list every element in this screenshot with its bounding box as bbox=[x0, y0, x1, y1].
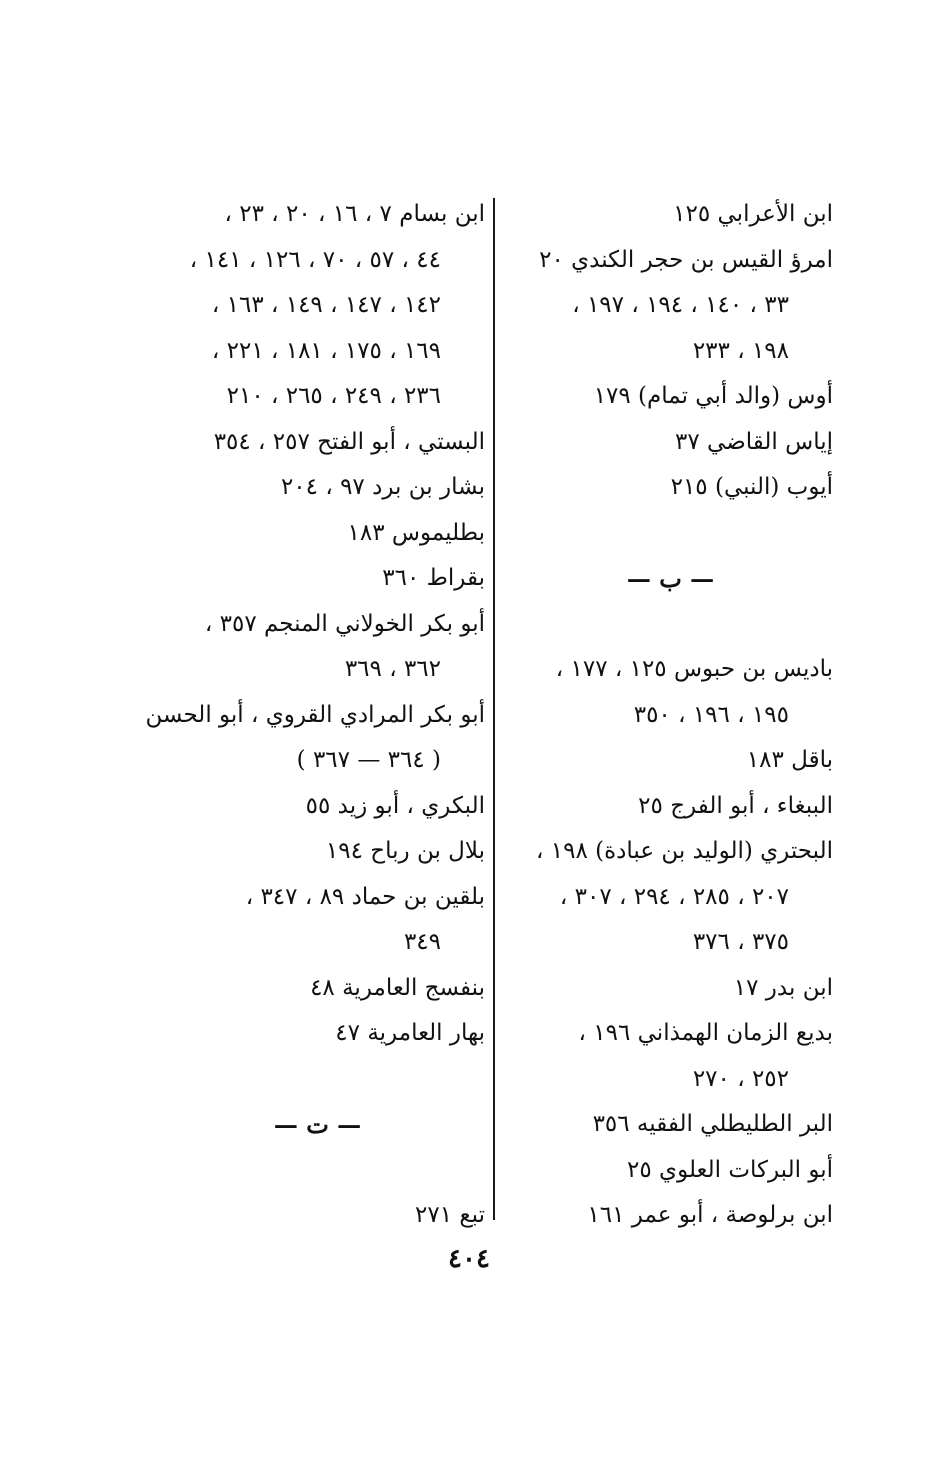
index-entry: تبع ٢٧١ bbox=[415, 1202, 485, 1228]
index-entry: باديس بن حبوس ١٢٥ ، ١٧٧ ، bbox=[555, 656, 833, 682]
index-column-right bbox=[508, 192, 833, 1239]
index-entry: بقراط ٣٦٠ bbox=[382, 565, 485, 591]
index-entry: البستي ، أبو الفتح ٢٥٧ ، ٣٥٤ bbox=[213, 428, 485, 455]
index-entry-continuation: ١٩٨ ، ٢٣٣ bbox=[692, 337, 789, 364]
index-entry: ابن برلوصة ، أبو عمر ١٦١ bbox=[587, 1202, 833, 1228]
letter-section-header: — ب — bbox=[626, 564, 715, 593]
index-entry: ابن بدر ١٧ bbox=[733, 974, 833, 1001]
index-entry-continuation: ١٩٥ ، ١٩٦ ، ٣٥٠ bbox=[633, 701, 789, 728]
index-entry: أبو البركات العلوي ٢٥ bbox=[627, 1156, 833, 1183]
index-entry: بهار العامرية ٤٧ bbox=[335, 1020, 485, 1046]
index-entry: بديع الزمان الهمذاني ١٩٦ ، bbox=[578, 1020, 833, 1046]
index-entry: أيوب (النبي) ٢١٥ bbox=[670, 474, 833, 500]
index-entry: أوس (والد أبي تمام) ١٧٩ bbox=[593, 383, 833, 409]
index-entry-continuation: ٣٧٥ ، ٣٧٦ bbox=[692, 929, 789, 955]
index-entry-continuation: ٢٣٦ ، ٢٤٩ ، ٢٦٥ ، ٢١٠ bbox=[226, 383, 441, 409]
page-number: ٤٠٤ bbox=[448, 1244, 490, 1274]
index-entry-continuation: ١٦٩ ، ١٧٥ ، ١٨١ ، ٢٢١ ، bbox=[211, 337, 441, 364]
index-entry-continuation: ٣٦٢ ، ٣٦٩ bbox=[344, 656, 441, 682]
index-entry-continuation: ١٤٢ ، ١٤٧ ، ١٤٩ ، ١٦٣ ، bbox=[211, 292, 441, 318]
index-entry: باقل ١٨٣ bbox=[746, 747, 833, 773]
index-column-left bbox=[145, 192, 485, 1239]
index-entry-continuation: ٣٣ ، ١٤٠ ، ١٩٤ ، ١٩٧ ، bbox=[572, 292, 789, 318]
index-entry: بشار بن برد ٩٧ ، ٢٠٤ bbox=[280, 474, 485, 500]
index-entry-continuation: ٤٤ ، ٥٧ ، ٧٠ ، ١٢٦ ، ١٤١ ، bbox=[189, 246, 441, 273]
index-entry: البر الطليطلي الفقيه ٣٥٦ bbox=[592, 1111, 833, 1137]
index-entry: بنفسج العامرية ٤٨ bbox=[310, 974, 485, 1001]
index-entry: أبو بكر الخولاني المنجم ٣٥٧ ، bbox=[204, 610, 485, 637]
index-entry-continuation: ( ٣٦٤ — ٣٦٧ ) bbox=[296, 747, 441, 773]
index-entry-continuation: ٢٥٢ ، ٢٧٠ bbox=[692, 1065, 789, 1092]
index-entry: البحتري (الوليد بن عبادة) ١٩٨ ، bbox=[536, 838, 833, 864]
index-entry: بلال بن رباح ١٩٤ bbox=[325, 838, 485, 864]
index-entry: بلقين بن حماد ٨٩ ، ٣٤٧ ، bbox=[245, 883, 485, 910]
column-divider bbox=[493, 198, 495, 1220]
section-spacer bbox=[508, 511, 833, 557]
index-entry: البكري ، أبو زيد ٥٥ bbox=[305, 792, 485, 819]
letter-section-header: — ت — bbox=[273, 1110, 362, 1139]
section-spacer bbox=[150, 1057, 485, 1103]
index-entry-continuation: ٢٠٧ ، ٢٨٥ ، ٢٩٤ ، ٣٠٧ ، bbox=[559, 883, 789, 910]
index-entry: أبو بكر المرادي القروي ، أبو الحسن bbox=[145, 701, 485, 728]
index-entry: ابن الأعرابي ١٢٥ bbox=[673, 201, 833, 227]
index-entry: ابن بسام ٧ ، ١٦ ، ٢٠ ، ٢٣ ، bbox=[224, 201, 485, 227]
section-spacer bbox=[508, 602, 833, 648]
section-spacer bbox=[150, 1148, 485, 1194]
index-entry: الببغاء ، أبو الفرج ٢٥ bbox=[638, 792, 833, 819]
index-entry: إياس القاضي ٣٧ bbox=[675, 428, 833, 455]
index-entry: بطليموس ١٨٣ bbox=[347, 519, 485, 546]
index-entry: امرؤ القيس بن حجر الكندي ٢٠ bbox=[539, 246, 833, 273]
index-entry-continuation: ٣٤٩ bbox=[403, 929, 441, 955]
